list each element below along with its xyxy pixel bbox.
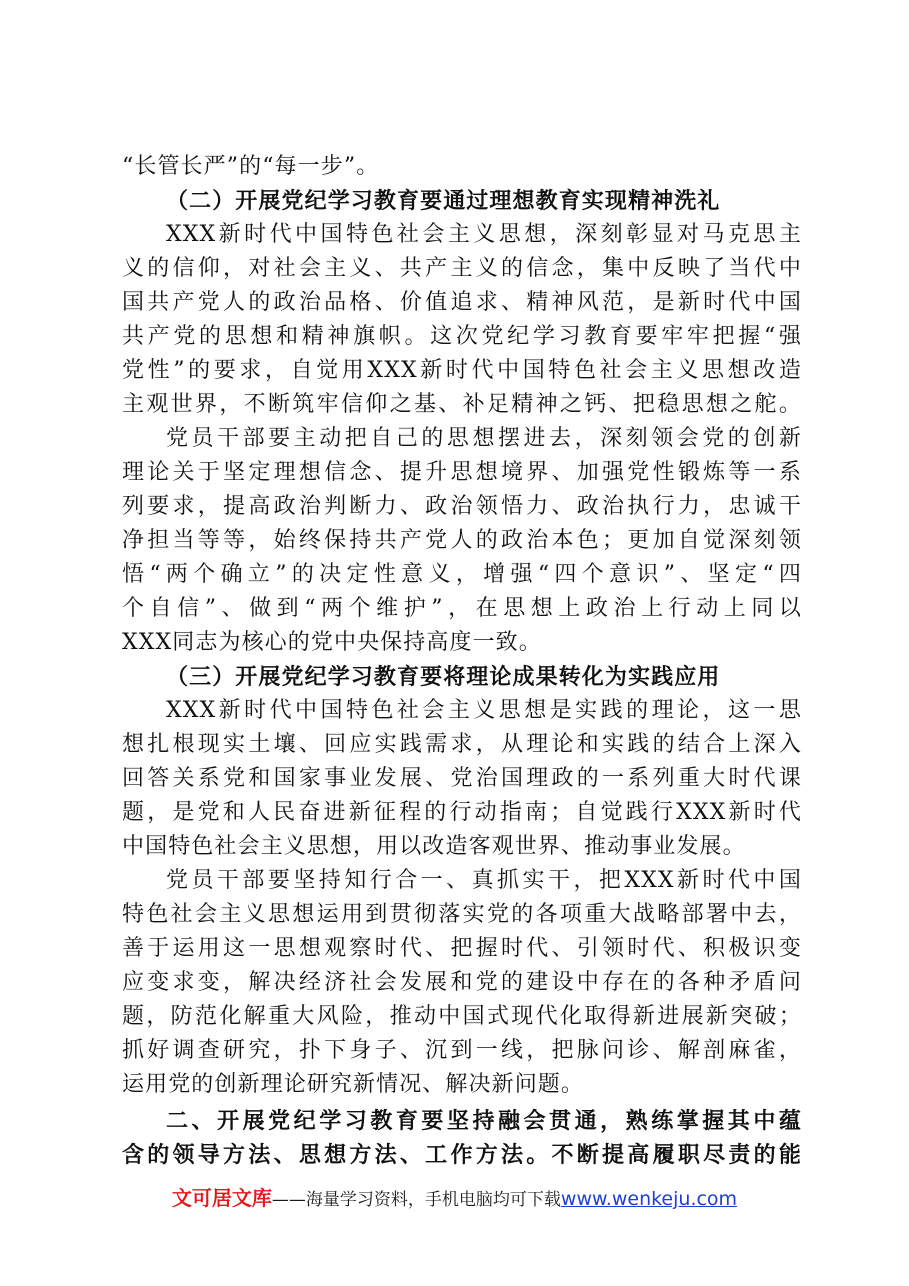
footer-banner [0,1182,909,1211]
paragraph-line: XXX新时代中国特色社会主义思想，深刻彰显对马克思主 [166,222,802,247]
paragraph-line: 中国特色社会主义思想，用以改造客观世界、推动事业发展。 [122,834,746,859]
bold-heading-line: 二、开展党纪学习教育要坚持融会贯通，熟练掌握其中蕴 [166,1108,802,1134]
paragraph-line: 特色社会主义思想运用到贯彻落实党的各项重大战略部署中去， [122,902,802,927]
paragraph-line: XXX新时代中国特色社会主义思想是实践的理论，这一思 [166,698,802,723]
paragraph-line: 国共产党人的政治品格、价值追求、精神风范，是新时代中国 [122,290,802,315]
paragraph-line: 主观世界，不断筑牢信仰之基、补足精神之钙、把稳思想之舵。 [122,392,802,417]
bold-heading-line: 含的领导方法、思想方法、工作方法。不断提高履职尽责的能 [122,1142,802,1168]
paragraph-line: 题，防范化解重大风险，推动中国式现代化取得新进展新突破； [122,1004,802,1029]
paragraph-line: 悟“两个确立”的决定性意义，增强“四个意识”、坚定“四 [122,562,802,587]
paragraph-line: 想扎根现实土壤、回应实践需求，从理论和实践的结合上深入 [122,732,802,757]
paragraph-line: 党员干部要坚持知行合一、真抓实干，把XXX新时代中国 [166,868,802,893]
paragraph-line: 抓好调查研究，扑下身子、沉到一线，把脉问诊、解剖麻雀， [122,1038,802,1063]
paragraph-line: 党员干部要主动把自己的思想摆进去，深刻领会党的创新 [166,426,802,451]
footer-tagline: ——海量学习资料，手机电脑均可下载 [271,1190,561,1210]
paragraph-line: 净担当等等，始终保持共产党人的政治本色；更加自觉深刻领 [122,528,802,553]
paragraph-line: 题，是党和人民奋进新征程的行动指南；自觉践行XXX新时代 [122,800,802,825]
paragraph-line: 善于运用这一思想观察时代、把握时代、引领时代、积极识变 [122,936,802,961]
paragraph-line: 个自信”、做到“两个维护”，在思想上政治上行动上同以 [122,596,802,621]
paragraph-line: “长管长严”的“每一步”。 [122,154,380,179]
section-heading: （二）开展党纪学习教育要通过理想教育实现精神洗礼 [166,188,721,214]
paragraph-line: 共产党的思想和精神旗帜。这次党纪学习教育要牢牢把握“强 [122,324,802,349]
paragraph-line: 应变求变，解决经济社会发展和党的建设中存在的各种矛盾问 [122,970,802,995]
paragraph-line: 党性”的要求，自觉用XXX新时代中国特色社会主义思想改造 [122,358,802,383]
website-link[interactable]: www.wenkeju.com [560,1188,738,1210]
section-heading: （三）开展党纪学习教育要将理论成果转化为实践应用 [166,664,721,690]
paragraph-line: 理论关于坚定理想信念、提升思想境界、加强党性锻炼等一系 [122,460,802,485]
paragraph-line: 运用党的创新理论研究新情况、解决新问题。 [122,1072,585,1097]
paragraph-line: XXX同志为核心的党中央保持高度一致。 [122,630,542,655]
brand-name: 文可居文库 [171,1186,272,1210]
paragraph-line: 列要求，提高政治判断力、政治领悟力、政治执行力，忠诚干 [122,494,802,519]
paragraph-line: 义的信仰，对社会主义、共产主义的信念，集中反映了当代中 [122,256,802,281]
paragraph-line: 回答关系党和国家事业发展、党治国理政的一系列重大时代课 [122,766,802,791]
